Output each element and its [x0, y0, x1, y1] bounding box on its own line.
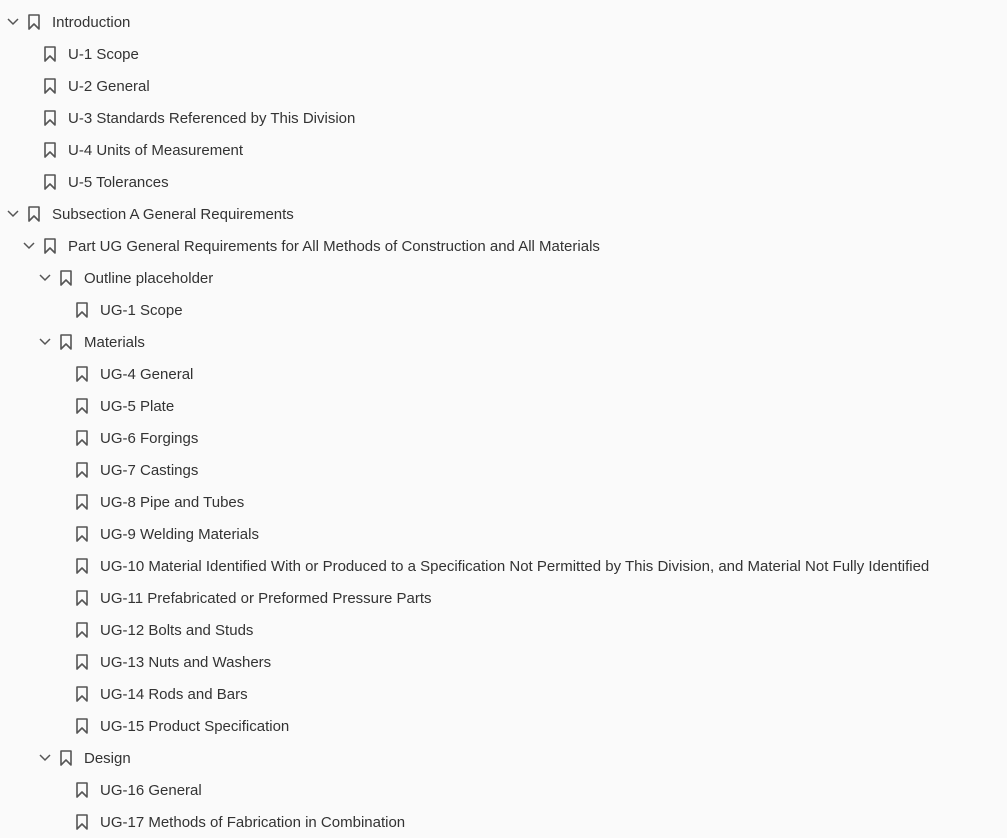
bookmark-row[interactable] — [0, 38, 139, 70]
bookmark-row[interactable] — [0, 614, 253, 646]
chevron-down-icon[interactable] — [37, 334, 53, 350]
bookmark-row[interactable] — [0, 262, 213, 294]
chevron-down-icon[interactable] — [5, 206, 21, 222]
bookmark-row[interactable] — [0, 326, 145, 358]
bookmark-label[interactable]: UG-14 Rods and Bars — [100, 685, 248, 703]
bookmark-row[interactable] — [0, 230, 600, 262]
bookmark-icon — [42, 109, 58, 127]
bookmark-label[interactable]: U-2 General — [68, 77, 150, 95]
bookmark-icon — [74, 813, 90, 831]
bookmark-row[interactable] — [0, 422, 198, 454]
bookmark-label[interactable]: Materials — [84, 333, 145, 351]
bookmark-icon — [74, 653, 90, 671]
bookmark-row[interactable] — [0, 454, 198, 486]
chevron-down-icon[interactable] — [37, 750, 53, 766]
bookmark-row[interactable] — [0, 710, 289, 742]
bookmark-row[interactable] — [0, 806, 405, 838]
bookmark-label[interactable]: UG-17 Methods of Fabrication in Combination — [100, 813, 406, 831]
bookmark-row[interactable] — [0, 678, 248, 710]
bookmark-row[interactable] — [0, 774, 202, 806]
bookmark-label[interactable]: Outline placeholder — [84, 269, 214, 287]
bookmark-label[interactable]: Part UG General Requirements for All Methods of Construction and All Materials — [68, 237, 600, 255]
bookmark-row[interactable] — [0, 134, 243, 166]
bookmark-row[interactable] — [0, 518, 259, 550]
bookmark-row[interactable] — [0, 646, 271, 678]
bookmark-icon — [74, 365, 90, 383]
bookmark-label[interactable]: UG-6 Forgings — [100, 429, 199, 447]
bookmark-icon — [58, 269, 74, 287]
bookmark-row[interactable] — [0, 486, 244, 518]
chevron-down-icon[interactable] — [5, 14, 21, 30]
bookmark-label[interactable]: U-1 Scope — [68, 45, 139, 63]
bookmark-label[interactable]: Design — [84, 749, 131, 767]
bookmark-row[interactable] — [0, 582, 432, 614]
bookmark-label[interactable]: UG-13 Nuts and Washers — [100, 653, 272, 671]
chevron-down-icon[interactable] — [21, 238, 37, 254]
bookmark-icon — [74, 557, 90, 575]
bookmark-row[interactable] — [0, 198, 294, 230]
bookmark-icon — [74, 493, 90, 511]
bookmark-label[interactable]: UG-4 General — [100, 365, 194, 383]
bookmark-icon — [74, 429, 90, 447]
bookmark-icon — [42, 237, 58, 255]
bookmark-icon — [74, 781, 90, 799]
bookmark-row[interactable] — [0, 742, 131, 774]
bookmark-icon — [74, 397, 90, 415]
bookmark-row[interactable] — [0, 358, 193, 390]
bookmark-label[interactable]: UG-12 Bolts and Studs — [100, 621, 254, 639]
bookmark-label[interactable]: UG-10 Material Identified With or Produced to a Specification Not Permitted by This Division, and Material Not Fully Identified — [100, 557, 930, 575]
bookmark-icon — [74, 589, 90, 607]
bookmark-row[interactable] — [0, 550, 929, 582]
bookmark-icon — [42, 45, 58, 63]
bookmark-row[interactable] — [0, 390, 174, 422]
bookmark-row[interactable] — [0, 166, 169, 198]
bookmark-icon — [26, 205, 42, 223]
bookmark-label[interactable]: UG-9 Welding Materials — [100, 525, 259, 543]
bookmark-row[interactable] — [0, 102, 355, 134]
bookmark-icon — [42, 173, 58, 191]
bookmark-icon — [58, 333, 74, 351]
bookmark-icon — [58, 749, 74, 767]
bookmark-label[interactable]: U-4 Units of Measurement — [68, 141, 244, 159]
bookmark-icon — [74, 301, 90, 319]
bookmark-label[interactable]: UG-8 Pipe and Tubes — [100, 493, 245, 511]
bookmark-label[interactable]: UG-5 Plate — [100, 397, 175, 415]
bookmark-icon — [74, 685, 90, 703]
bookmark-label[interactable]: UG-1 Scope — [100, 301, 183, 319]
bookmark-label[interactable]: UG-11 Prefabricated or Preformed Pressure Parts — [100, 589, 432, 607]
bookmark-label[interactable]: UG-16 General — [100, 781, 202, 799]
bookmark-row[interactable] — [0, 6, 130, 38]
bookmark-icon — [74, 525, 90, 543]
bookmark-icon — [42, 77, 58, 95]
bookmark-icon — [42, 141, 58, 159]
bookmark-row[interactable] — [0, 70, 150, 102]
chevron-down-icon[interactable] — [37, 270, 53, 286]
bookmark-label[interactable]: Subsection A General Requirements — [52, 205, 294, 223]
bookmark-label[interactable]: U-3 Standards Referenced by This Division — [68, 109, 356, 127]
bookmark-icon — [26, 13, 42, 31]
bookmark-label[interactable]: Introduction — [52, 13, 131, 31]
bookmark-row[interactable] — [0, 294, 183, 326]
bookmark-icon — [74, 717, 90, 735]
bookmark-icon — [74, 621, 90, 639]
bookmark-icon — [74, 461, 90, 479]
bookmark-label[interactable]: UG-7 Castings — [100, 461, 199, 479]
bookmark-label[interactable]: UG-15 Product Specification — [100, 717, 290, 735]
bookmark-label[interactable]: U-5 Tolerances — [68, 173, 169, 191]
